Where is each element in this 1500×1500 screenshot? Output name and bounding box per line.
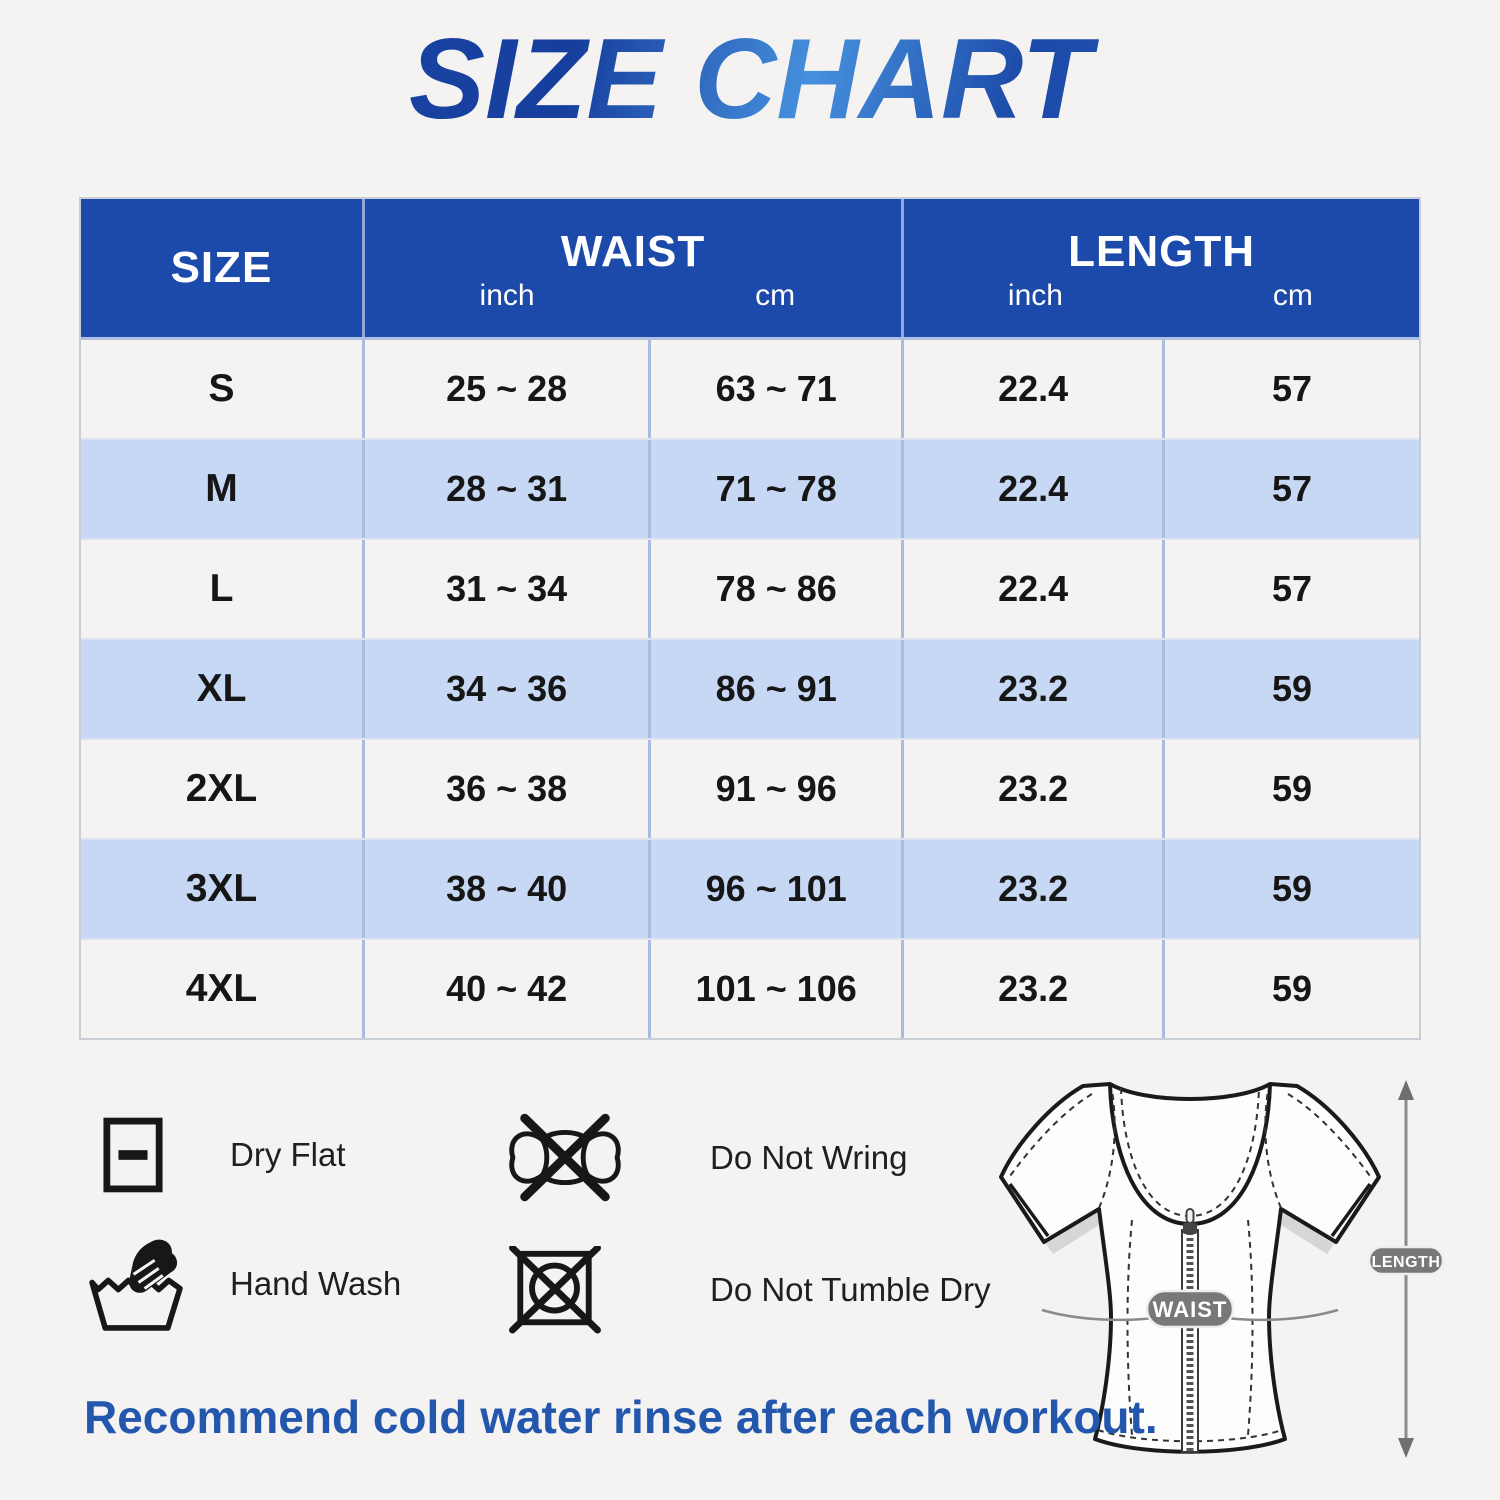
length-inch-cell: 22.4 [901,540,1162,638]
waist-cm-cell: 86 ~ 91 [648,640,901,738]
care-label-do-not-tumble-dry: Do Not Tumble Dry [710,1271,991,1308]
waist-pill [1147,1291,1233,1327]
care-item-do-not-wring [505,1110,907,1205]
header-waist-inch: inch [479,279,535,313]
table-body [81,340,1419,1038]
table-row [81,738,1419,838]
header-size: SIZE [170,243,273,292]
size-cell: L [209,567,234,610]
length-cm-cell: 57 [1162,540,1419,638]
care-label-dry-flat: Dry Flat [230,1136,346,1173]
size-table [79,197,1421,1040]
length-inch-cell: 23.2 [901,640,1162,738]
waist-pill-label: WAIST [1152,1297,1228,1322]
size-cell: 3XL [185,867,258,910]
table-header [81,199,1419,340]
waist-inch-cell: 31 ~ 34 [362,540,648,638]
waist-cm-cell: 96 ~ 101 [648,840,901,938]
table-row [81,438,1419,538]
length-cm-cell: 59 [1162,640,1419,738]
length-cm-cell: 59 [1162,840,1419,938]
length-inch-cell: 22.4 [901,340,1162,438]
length-inch-cell: 23.2 [901,740,1162,838]
header-length: LENGTH [1068,226,1256,276]
waist-cm-cell: 78 ~ 86 [648,540,901,638]
bottom-note: Recommend cold water rinse after each workout. [84,1391,1158,1443]
table-row [81,538,1419,638]
dry-flat-icon [102,1116,230,1194]
header-length-group [901,199,1419,337]
care-item-hand-wash [88,1236,401,1332]
waist-inch-cell: 38 ~ 40 [362,840,648,938]
hand-wash-icon [88,1236,230,1332]
length-pill [1369,1247,1443,1274]
header-waist-group [362,199,901,337]
length-pill-label: LENGTH [1371,1254,1441,1271]
care-item-do-not-tumble-dry [508,1246,991,1334]
waist-cm-cell: 63 ~ 71 [648,340,901,438]
size-cell: 2XL [185,767,258,810]
size-cell: M [205,467,238,510]
length-inch-cell: 23.2 [901,940,1162,1038]
header-length-units [904,279,1419,313]
waist-cm-cell: 91 ~ 96 [648,740,901,838]
zipper [1182,1209,1198,1452]
waist-inch-cell: 28 ~ 31 [362,440,648,538]
size-cell: XL [196,667,247,710]
length-cm-cell: 57 [1162,440,1419,538]
header-length-cm: cm [1272,279,1313,313]
header-waist-units [365,279,901,313]
waist-inch-cell: 34 ~ 36 [362,640,648,738]
waist-cm-cell: 101 ~ 106 [648,940,901,1038]
waist-inch-cell: 36 ~ 38 [362,740,648,838]
page-title: SIZE CHART [0,14,1500,145]
care-label-do-not-wring: Do Not Wring [710,1138,908,1176]
care-label-hand-wash: Hand Wash [230,1265,402,1302]
size-cell: S [208,367,235,410]
length-inch-cell: 22.4 [901,440,1162,538]
header-waist: WAIST [560,226,706,276]
waist-inch-cell: 40 ~ 42 [362,940,648,1038]
length-cm-cell: 59 [1162,740,1419,838]
size-cell: 4XL [185,967,258,1010]
header-length-inch: inch [1007,279,1063,313]
length-cm-cell: 59 [1162,940,1419,1038]
table-row [81,340,1419,438]
table-row [81,938,1419,1038]
header-waist-cm: cm [755,279,796,313]
do-not-wring-icon [505,1110,710,1205]
do-not-tumble-dry-icon [508,1246,710,1334]
waist-inch-cell: 25 ~ 28 [362,340,648,438]
care-item-dry-flat [102,1116,346,1194]
waist-cm-cell: 71 ~ 78 [648,440,901,538]
length-cm-cell: 57 [1162,340,1419,438]
table-row [81,838,1419,938]
table-row [81,638,1419,738]
length-inch-cell: 23.2 [901,840,1162,938]
